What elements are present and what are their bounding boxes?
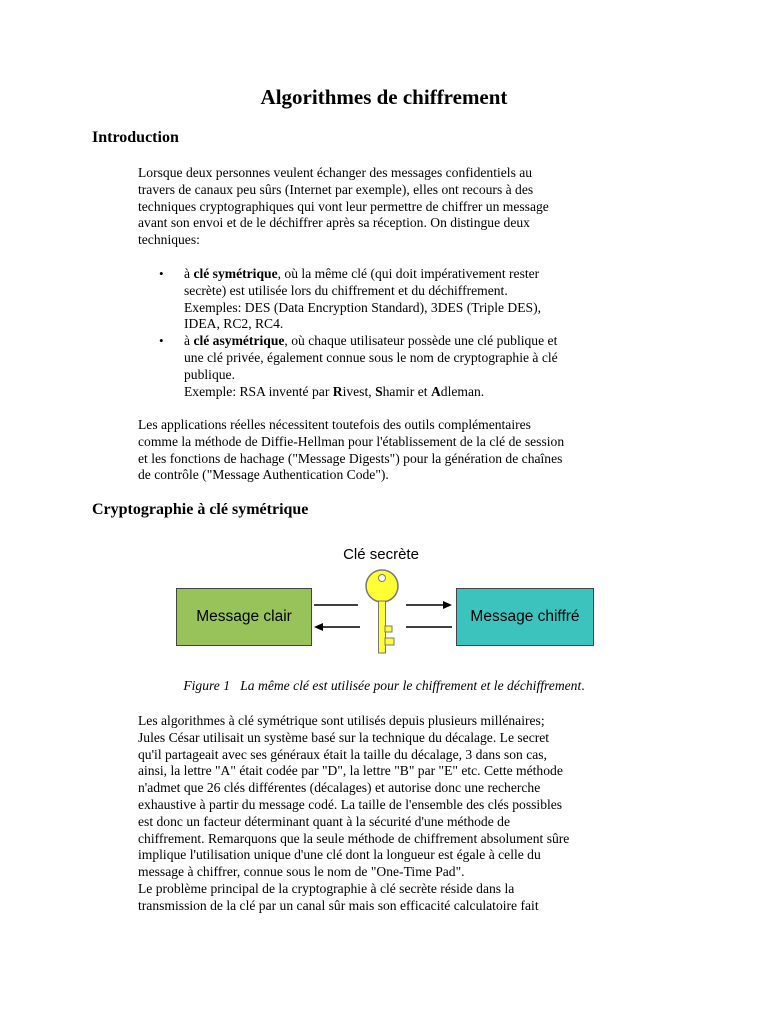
text-line: avant son envoi et de le déchiffrer après sa réception. On distingue deux xyxy=(138,215,530,231)
text-line: publique. xyxy=(184,366,235,382)
bullet-icon: • xyxy=(159,333,164,349)
text-line: techniques: xyxy=(138,232,200,248)
technique-list xyxy=(159,266,644,400)
term-cle-asymetrique: clé asymétrique xyxy=(193,333,285,349)
text-line: exhaustive à partir du message codé. La taille de l'ensemble des clés possibles xyxy=(138,796,563,812)
text-line: Le problème principal de la cryptographie à clé secrète réside dans la xyxy=(138,880,515,896)
text-fragment: à xyxy=(184,333,194,349)
caption-end: . xyxy=(581,678,585,693)
section-heading-symmetric: Cryptographie à clé symétrique xyxy=(92,501,309,518)
text-line xyxy=(184,384,644,401)
text-line: message à chiffrer, connue sous le nom de "One-Time Pad". xyxy=(138,864,465,880)
page-title: Algorithmes de chiffrement xyxy=(260,85,508,109)
list-item-asymmetric xyxy=(159,333,644,400)
text-fragment: , où chaque utilisateur possède une clé publique et xyxy=(284,333,558,349)
figure-caption xyxy=(0,678,768,694)
text-line: est donc un facteur déterminant quant à la sécurité d'une méthode de xyxy=(138,813,510,829)
key-label: Clé secrète xyxy=(343,546,419,563)
text-fragment: dleman. xyxy=(440,383,485,399)
text-fragment: hamir et xyxy=(382,383,431,399)
text-line: une clé privée, également connue sous le nom de cryptographie à clé xyxy=(184,349,558,365)
text-line: n'admet que 26 clés différentes (décalages) et autorise donc une recherche xyxy=(138,780,541,796)
list-item-symmetric xyxy=(159,266,644,333)
symmetric-paragraph xyxy=(138,713,638,915)
text-fragment: à xyxy=(184,266,194,281)
arrow-right-icon xyxy=(314,600,360,610)
text-line: IDEA, RC2, RC4. xyxy=(184,316,284,332)
text-line: comme la méthode de Diffie-Hellman pour l'établissement de la clé de session xyxy=(138,433,565,449)
key-icon xyxy=(362,568,402,658)
text-line: de contrôle ("Message Authentication Code"). xyxy=(138,467,389,483)
initial-a: A xyxy=(430,383,441,399)
applications-paragraph xyxy=(138,417,638,484)
caption-text: La même clé est utilisée pour le chiffrement et le déchiffrement xyxy=(240,678,582,693)
text-line xyxy=(184,266,644,283)
caption-spacer xyxy=(230,678,240,693)
symmetric-key-diagram xyxy=(176,542,596,662)
text-fragment: Exemple: RSA inventé par xyxy=(184,383,333,399)
text-line: Jules César utilisait un système basé sur la technique du décalage. Le secret xyxy=(138,729,550,745)
text-line: Les algorithmes à clé symétrique sont utilisés depuis plusieurs millénaires; xyxy=(138,713,545,728)
text-line: et les fonctions de hachage ("Message Digests") pour la génération de chaînes xyxy=(138,450,563,466)
text-line: implique l'utilisation unique d'une clé dont la longueur est égale à celle du xyxy=(138,847,541,863)
text-line: ainsi, la lettre "A" était codée par "D", la lettre "B" par "E" etc. Cette méthode xyxy=(138,763,563,779)
ciphertext-box: Message chiffré xyxy=(456,588,594,646)
intro-paragraph xyxy=(138,165,638,249)
arrow-left-icon xyxy=(406,622,452,632)
text-line: Lorsque deux personnes veulent échanger des messages confidentiels au xyxy=(138,165,533,180)
arrow-right-icon xyxy=(406,600,452,610)
plaintext-box: Message clair xyxy=(176,588,312,646)
text-fragment: , où la même clé (qui doit impérativement rester xyxy=(277,266,540,281)
bullet-icon: • xyxy=(159,266,164,281)
initial-r: R xyxy=(332,383,343,399)
text-line: qu'il partageait avec ses généraux était la taille du décalage, 3 dans son cas, xyxy=(138,746,547,762)
text-fragment: ivest, xyxy=(342,383,376,399)
text-line: Exemples: DES (Data Encryption Standard), 3DES (Triple DES), xyxy=(184,299,542,315)
text-line: chiffrement. Remarquons que la seule méthode de chiffrement absolument sûre xyxy=(138,830,570,846)
text-line: transmission de la clé par un canal sûr mais son efficacité calculatoire fait xyxy=(138,897,539,913)
initial-s: S xyxy=(375,383,383,399)
term-cle-symetrique: clé symétrique xyxy=(193,266,278,281)
text-line: secrète) est utilisée lors du chiffrement et du déchiffrement. xyxy=(184,282,508,298)
section-heading-introduction: Introduction xyxy=(92,129,179,146)
text-line: travers de canaux peu sûrs (Internet par exemple), elles ont recours à des xyxy=(138,181,534,197)
text-line: techniques cryptographiques qui vont leur permettre de chiffrer un message xyxy=(138,198,549,214)
text-line: Les applications réelles nécessitent toutefois des outils complémentaires xyxy=(138,417,531,432)
caption-number: Figure 1 xyxy=(183,678,231,693)
text-line xyxy=(184,333,644,350)
arrow-left-icon xyxy=(314,622,360,632)
